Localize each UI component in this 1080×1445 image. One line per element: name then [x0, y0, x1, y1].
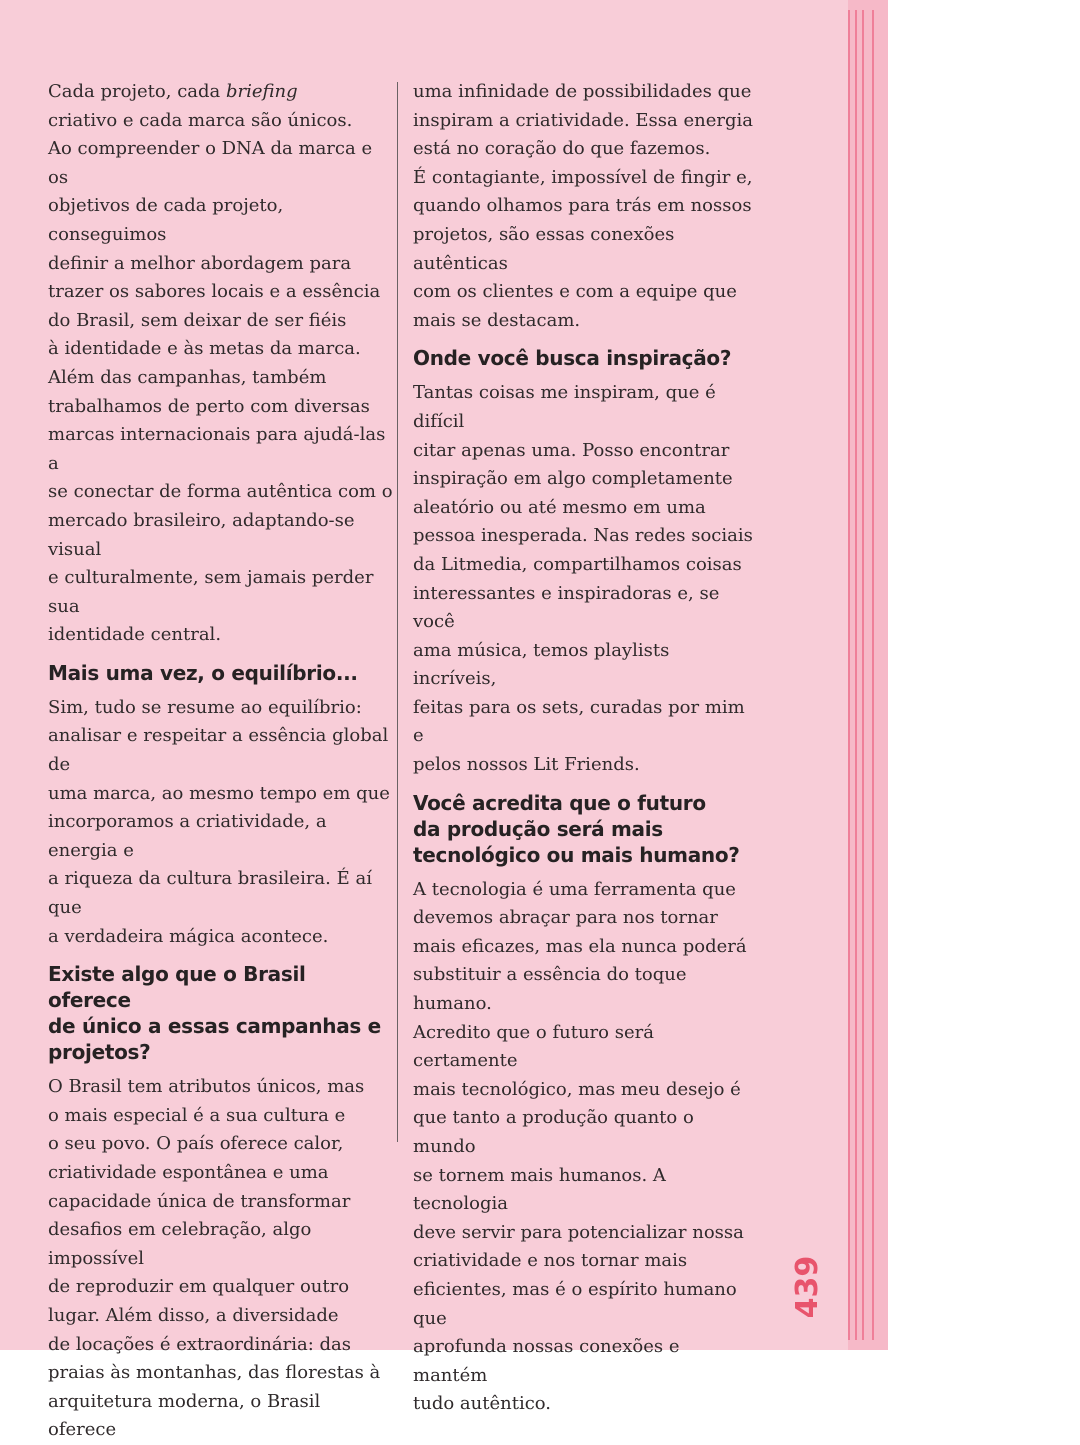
- column-divider: [397, 82, 398, 1142]
- left-intro-paragraph: [48, 78, 393, 650]
- page-number: 439: [789, 1255, 825, 1319]
- page-edge-line: [848, 10, 850, 1340]
- right-heading-2: Você acredita que o futuro da produção será mais tecnológico ou mais humano?: [413, 790, 740, 867]
- left-paragraph-3: O Brasil tem atributos únicos, mas o mais especial é a sua cultura e o seu povo. O país oferece calor, criatividade espontânea e uma capacidade única de transformar desafios em celebração, algo impossível de reproduzir em qualquer outro lugar. Além disso, a diversidade de locações é extraordinária: das praias às montanhas, das florestas à arquitetura moderna, o Brasil oferece: [48, 1076, 381, 1441]
- intro-prefix: Cada projeto, cada: [48, 81, 226, 102]
- page-edge-strip: [848, 0, 888, 1350]
- right-heading-1: Onde você busca inspiração?: [413, 346, 732, 371]
- page-edge-line: [872, 10, 874, 1340]
- intro-rest: criativo e cada marca são únicos. Ao compreender o DNA da marca e os objetivos de cada projeto, conseguimos definir a melhor abordagem para trazer os sabores locais e a essência do Brasil, sem deixar de ser fiéis à identidade e às metas da marca. Além das campanhas, também trabalhamos de perto com diversas marcas internacionais para ajudá-las a se conectar de forma autêntica com o mercado brasileiro, adaptando-se visual e culturalmente, sem jamais perder sua identidade central.: [48, 109, 393, 646]
- left-paragraph-2: Sim, tudo se resume ao equilíbrio: analisar e respeitar a essência global de uma marca, ao mesmo tempo em que incorporamos a criatividade, a energia e a riqueza da cultura brasileira. É aí que a verdadeira mágica acontece.: [48, 696, 390, 947]
- right-paragraph-1: uma infinidade de possibilidades que inspiram a criatividade. Essa energia está no coração do que fazemos. É contagiante, impossível de fingir e, quando olhamos para trás em nossos projetos, são essas conexões autênticas com os clientes e com a equipe que mais se destacam.: [413, 81, 753, 331]
- intro-emphasis: briefing: [225, 81, 298, 102]
- right-paragraph-2: Tantas coisas me inspiram, que é difícil citar apenas uma. Posso encontrar inspiração em algo completamente aleatório ou até mesmo em uma pessoa inesperada. Nas redes sociais da Litmedia, compartilhamos coisas interessantes e inspiradoras e, se você ama música, temos playlists incríveis, feitas para os sets, curadas por mim e pelos nossos Lit Friends.: [413, 382, 753, 776]
- page-edge-line: [855, 10, 857, 1340]
- left-column: [48, 78, 393, 1445]
- right-column: [413, 78, 758, 1419]
- left-heading-1: Mais uma vez, o equilíbrio...: [48, 660, 358, 685]
- left-heading-2: Existe algo que o Brasil oferece de único a essas campanhas e projetos?: [48, 962, 381, 1065]
- page-edge-line: [862, 10, 864, 1340]
- right-paragraph-3: A tecnologia é uma ferramenta que devemos abraçar para nos tornar mais eficazes, mas ela nunca poderá substituir a essência do toque humano. Acredito que o futuro será certamente mais tecnológico, mas meu desejo é que tanto a produção quanto o mundo se tornem mais humanos. A tecnologia deve servir para potencializar nossa criatividade e nos tornar mais eficientes, mas é o espírito humano que aprofunda nossas conexões e mantém tudo autêntico.: [413, 878, 747, 1415]
